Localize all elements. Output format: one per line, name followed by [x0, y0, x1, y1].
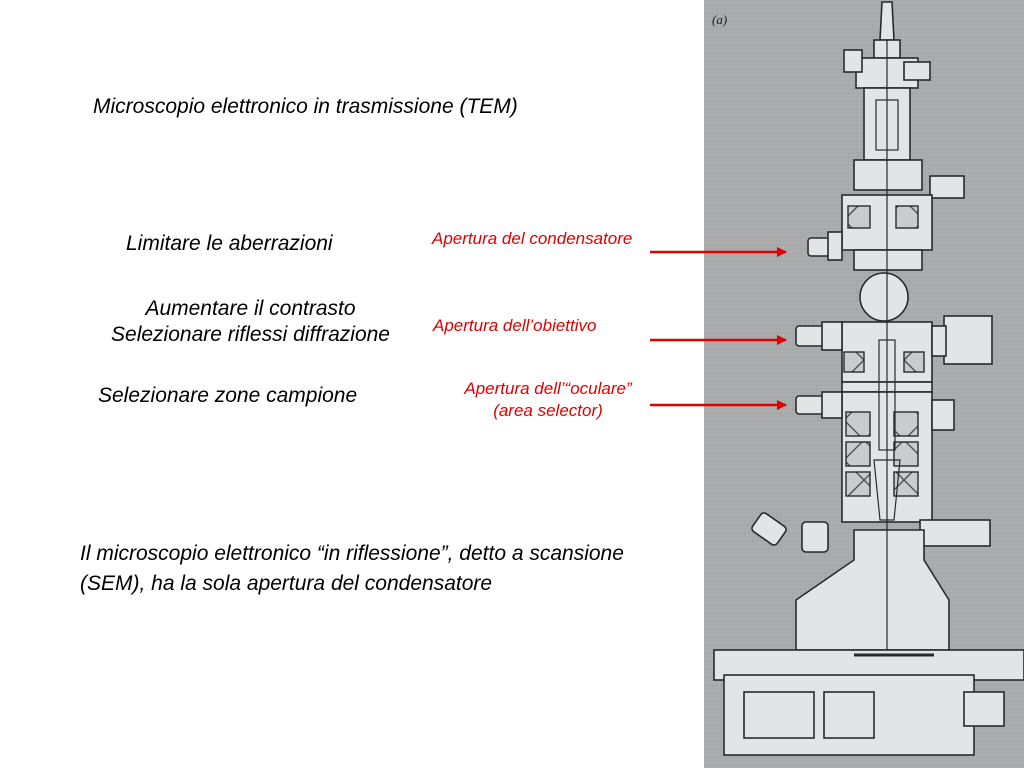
- purpose-contrast: [80, 296, 421, 348]
- sem-note: Il microscopio elettronico “in riflessione”, detto a scansione (SEM), ha la sola apertura del condensatore: [80, 542, 624, 595]
- panel-label: (a): [712, 12, 728, 27]
- objective-aperture-label: Apertura dell’obiettivo: [433, 316, 597, 335]
- purpose-contrast-line2: Selezionare riflessi diffrazione: [111, 323, 390, 346]
- purpose-limit-aberrations: Limitare le aberrazioni: [126, 232, 333, 255]
- purpose-contrast-line1: Aumentare il contrasto: [145, 297, 356, 320]
- tem-schematic-image: [704, 0, 1024, 768]
- purpose-select-zones: Selezionare zone campione: [98, 384, 358, 407]
- slide-title: Microscopio elettronico in trasmissione (TEM): [93, 95, 518, 118]
- condenser-aperture-label: Apertura del condensatore: [432, 229, 633, 248]
- area-selector-aperture-label: [433, 378, 663, 422]
- area-selector-label-line2: (area selector): [493, 401, 603, 420]
- area-selector-label-line1: Apertura dell’“oculare”: [464, 379, 632, 398]
